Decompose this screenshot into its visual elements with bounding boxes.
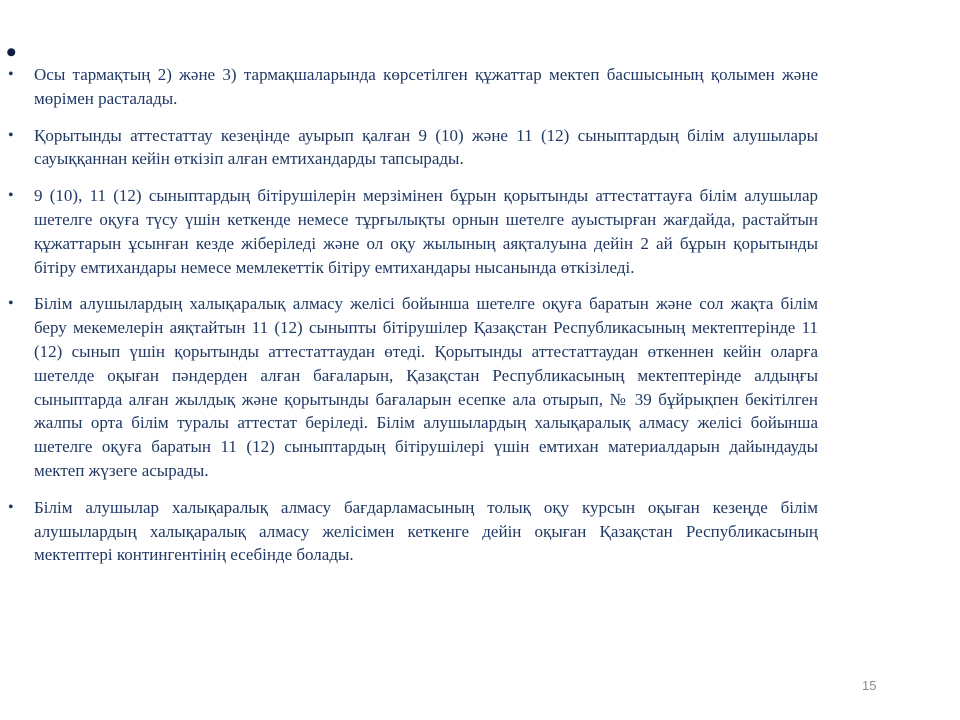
list-item xyxy=(8,63,818,111)
bullet-icon: • xyxy=(8,187,14,205)
list-item xyxy=(8,124,818,172)
title-bullet: • xyxy=(6,36,17,69)
bullet-list xyxy=(8,63,818,580)
list-item xyxy=(8,292,818,482)
paragraph-text: 9 (10), 11 (12) сыныптардың бітірушілерін мерзімінен бұрын қорытынды аттестаттауға білім алушылар шетелге оқуға түсу үшін кеткенде немесе тұрғылықты орнын шетелге ауыстырған жағдайда, растайтын құжаттарын ұсынған кезде жіберіледі және ол оқу жылының аяқталуына дейін 2 ай бұрын қорытынды бітіру емтихандары немесе мемлекеттік бітіру емтихандары нысанында өткізіледі. xyxy=(34,186,818,277)
bullet-icon: • xyxy=(8,66,14,83)
bullet-icon: • xyxy=(8,126,14,144)
list-item xyxy=(8,184,818,279)
paragraph-text: Қорытынды аттестаттау кезеңінде ауырып қалған 9 (10) және 11 (12) сыныптардың білім алушылары сауыққаннан кейін өткізіп алған емтихандарды тапсырады. xyxy=(34,125,818,169)
paragraph-text: Осы тармақтың 2) және 3) тармақшаларында көрсетілген құжаттар мектеп басшысының қолымен және мөрімен расталады. xyxy=(34,65,818,108)
paragraph-text: Білім алушылар халықаралық алмасу бағдарламасының толық оқу курсын оқыған кезеңде білім алушылардың халықаралық алмасу желісімен кеткенге дейін оқыған Қазақстан Республикасының мектептері контингентінің есебінде болады. xyxy=(34,497,818,565)
bullet-icon: • xyxy=(8,295,14,313)
page-number: 15 xyxy=(862,678,877,693)
list-item xyxy=(8,496,818,567)
paragraph-text: Білім алушылардың халықаралық алмасу желісі бойынша шетелге оқуға баратын және сол жақта білім беру мекемелерін аяқтайтын 11 (12) сыныпты бітірушілер Қазақстан Республикасының мектептерінде 11 (12) сынып үшін қорытынды аттестаттаудан өтеді. Қорытынды аттестаттаудан өткеннен кейін оларға шетелде оқыған пәндерден алған бағаларын, Қазақстан Республикасының мектептерінде алдыңғы сыныптарда алған жылдық және қорытынды бағаларын есепке ала отырып, № 39 бұйрықпен бекітілген жалпы орта білім туралы аттестат беріледі. Білім алушылардың халықаралық алмасу желісі бойынша шетелге оқуға баратын 11 (12) сыныптардың бітірушілері үшін емтихан материалдарын дайындауды мектеп жүзеге асырады. xyxy=(34,294,818,480)
bullet-icon: • xyxy=(8,498,14,516)
